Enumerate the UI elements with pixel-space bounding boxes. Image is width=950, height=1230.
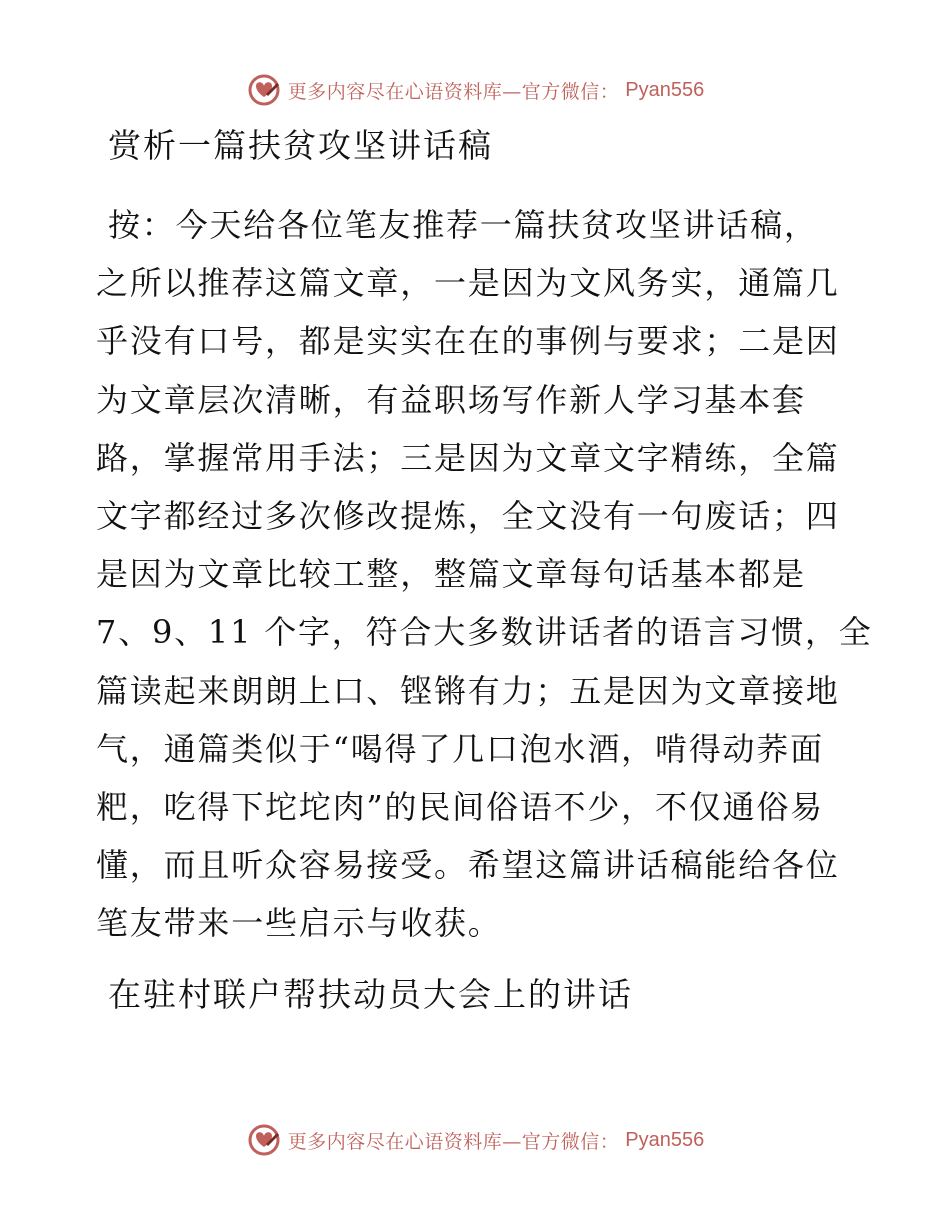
wechat-id: Pyan556 xyxy=(625,78,705,101)
body-text xyxy=(96,196,873,952)
body-line: 粑，吃得下坨坨肉”的民间俗语不少，不仅通俗易 xyxy=(96,787,824,826)
heart-pen-logo-icon xyxy=(246,1122,282,1158)
header-banner xyxy=(0,70,950,110)
body-line: 按：今天给各位笔友推荐一篇扶贫攻坚讲话稿， xyxy=(108,206,818,244)
wechat-id: Pyan556 xyxy=(625,1128,705,1151)
banner-text: 更多内容尽在心语资料库—官方微信： xyxy=(287,80,620,103)
heart-pen-logo-icon xyxy=(246,72,282,108)
speech-title: 在驻村联户帮扶动员大会上的讲话 xyxy=(108,975,633,1014)
body-line: 气，通篇类似于“喝得了几口泡水酒，啃得动荞面 xyxy=(96,729,824,768)
body-line: 7、9、11 个字，符合大多数讲话者的语言习惯，全 xyxy=(96,613,873,652)
body-line: 为文章层次清晰，有益职场写作新人学习基本套 xyxy=(96,380,806,419)
footer-banner xyxy=(0,1120,950,1160)
body-line: 之所以推荐这篇文章，一是因为文风务实，通篇几 xyxy=(96,264,840,303)
body-line: 文字都经过多次修改提炼，全文没有一句废话；四 xyxy=(96,496,840,535)
document-title: 赏析一篇扶贫攻坚讲话稿 xyxy=(108,126,493,165)
body-line: 笔友带来一些启示与收获。 xyxy=(96,904,502,943)
body-line: 懂，而且听众容易接受。希望这篇讲话稿能给各位 xyxy=(96,846,840,885)
body-line: 是因为文章比较工整，整篇文章每句话基本都是 xyxy=(96,555,806,594)
body-line: 篇读起来朗朗上口、铿锵有力；五是因为文章接地 xyxy=(96,671,840,710)
body-line: 乎没有口号，都是实实在在的事例与要求；二是因 xyxy=(96,322,840,361)
banner-text: 更多内容尽在心语资料库—官方微信： xyxy=(287,1130,620,1153)
body-line: 路，掌握常用手法；三是因为文章文字精练，全篇 xyxy=(96,438,840,477)
